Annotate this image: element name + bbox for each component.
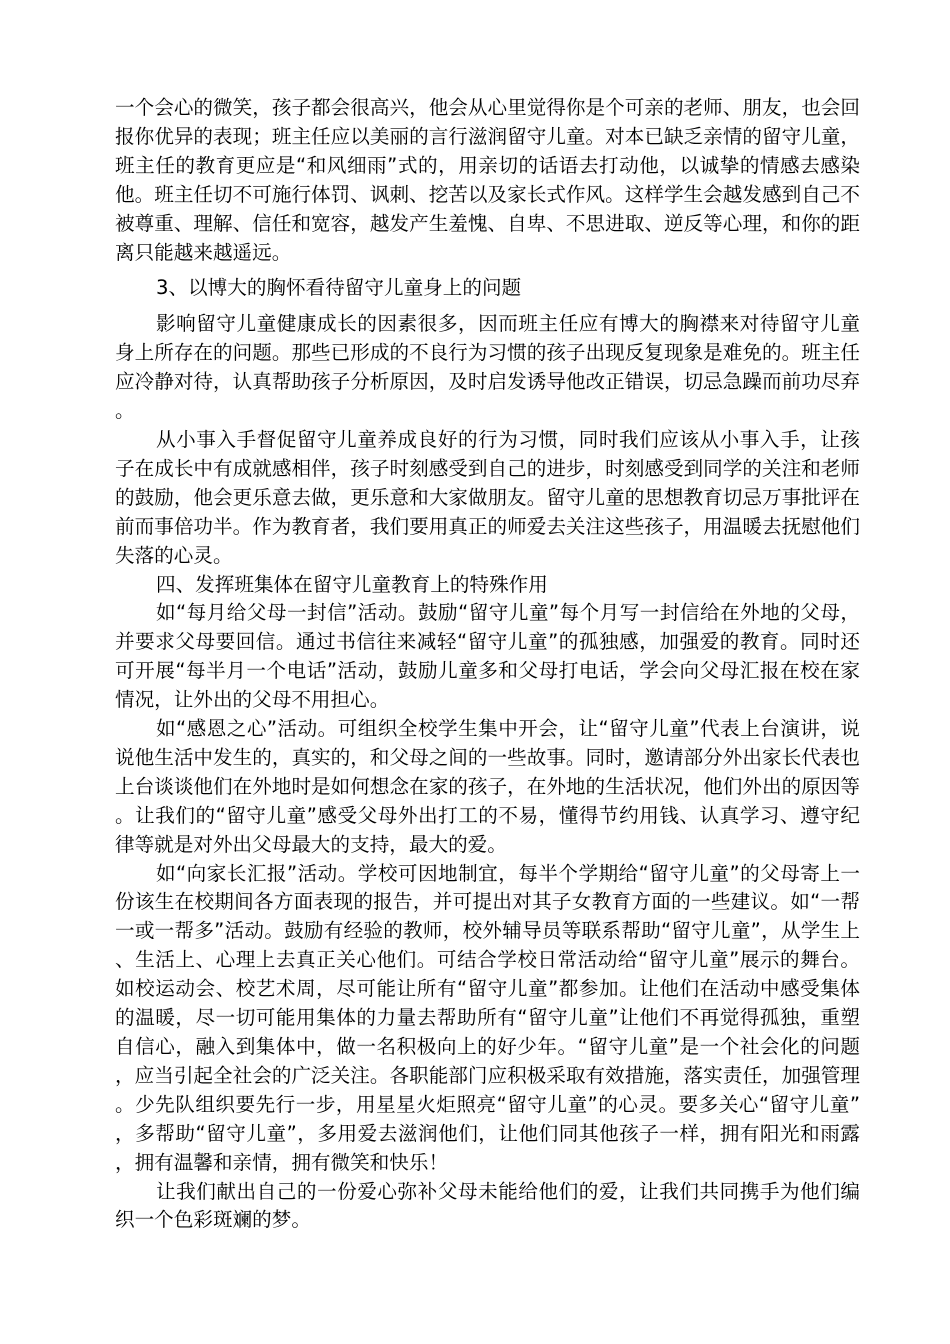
paragraph-monthly-letter: 如“每月给父母一封信”活动。鼓励“留守儿童”每个月写一封信给在外地的父母，并要求父母要回信。通过书信往来减轻“留守儿童”的孤独感，加强爱的教育。同时还可开展“每半月一个电话”活动，鼓励儿童多和父母打电话，学会向父母汇报在校在家情况，让外出的父母不用担心。 [115, 601, 860, 712]
document-page [115, 94, 860, 1235]
paragraph-influence-factors: 影响留守儿童健康成长的因素很多，因而班主任应有博大的胸襟来对待留守儿童身上所存在的问题。那些已形成的不良行为习惯的孩子出现反复现象是难免的。班主任应冷静对待，认真帮助孩子分析原因，及时启发诱导他改正错误，切忌急躁而前功尽弃。 [115, 312, 860, 423]
section-heading-4: 四、发挥班集体在留守儿童教育上的特殊作用 [156, 572, 548, 596]
paragraph-continuation: 一个会心的微笑，孩子都会很高兴，他会从心里觉得你是个可亲的老师、朋友，也会回报你优异的表现；班主任应以美丽的言行滋润留守儿童。对本已缺乏亲情的留守儿童，班主任的教育更应是“和风细雨”式的，用亲切的话语去打动他，以诚挚的情感去感染他。班主任切不可施行体罚、讽刺、挖苦以及家长式作风。这样学生会越发感到自己不被尊重、理解、信任和宽容，越发产生羞愧、自卑、不思进取、逆反等心理，和你的距离只能越来越遥远。 [115, 96, 860, 264]
section-heading-3: 3、以博大的胸怀看待留守儿童身上的问题 [156, 276, 522, 300]
paragraph-gratitude: 如“感恩之心”活动。可组织全校学生集中开会，让“留守儿童”代表上台演讲，说说他生活中发生的，真实的，和父母之间的一些故事。同时，邀请部分外出家长代表也上台谈谈他们在外地时是如何想念在家的孩子，在外地的生活状况，他们外出的原因等。让我们的“留守儿童”感受父母外出打工的不易，懂得节约用钱、认真学习、遵守纪律等就是对外出父母最大的支持，最大的爱。 [115, 717, 860, 856]
paragraph-closing: 让我们献出自己的一份爱心弥补父母未能给他们的爱，让我们共同携手为他们编织一个色彩斑斓的梦。 [115, 1179, 860, 1232]
paragraph-small-things: 从小事入手督促留守儿童养成良好的行为习惯，同时我们应该从小事入手，让孩子在成长中有成就感相伴，孩子时刻感受到自己的进步，时刻感受到同学的关注和老师的鼓励，他会更乐意去做，更乐意和大家做朋友。留守儿童的思想教育切忌万事批评在前而事倍功半。作为教育者，我们要用真正的师爱去关注这些孩子，用温暖去抚慰他们失落的心灵。 [115, 427, 860, 567]
paragraph-report-to-parents: 如“向家长汇报”活动。学校可因地制宜，每半个学期给“留守儿童”的父母寄上一份该生在校期间各方面表现的报告，并可提出对其子女教育方面的一些建议。如“一帮一或一帮多”活动。鼓励有经验的教师，校外辅导员等联系帮助“留守儿童”，从学生上、生活上、心理上去真正关心他们。可结合学校日常活动给“留守儿童”展示的舞台。如校运动会、校艺术周，尽可能让所有“留守儿童”都参加。让他们在活动中感受集体的温暖，尽一切可能用集体的力量去帮助所有“留守儿童”让他们不再觉得孤独，重塑自信心，融入到集体中，做一名积极向上的好少年。“留守儿童”是一个社会化的问题，应当引起全社会的广泛关注。各职能部门应积极采取有效措施，落实责任，加强管理。少先队组织要先行一步，用星星火炬照亮“留守儿童”的心灵。要多关心“留守儿童”，多帮助“留守儿童”，多用爱去滋润他们，让他们同其他孩子一样，拥有阳光和雨露，拥有温馨和亲情，拥有微笑和快乐！ [115, 861, 860, 1174]
